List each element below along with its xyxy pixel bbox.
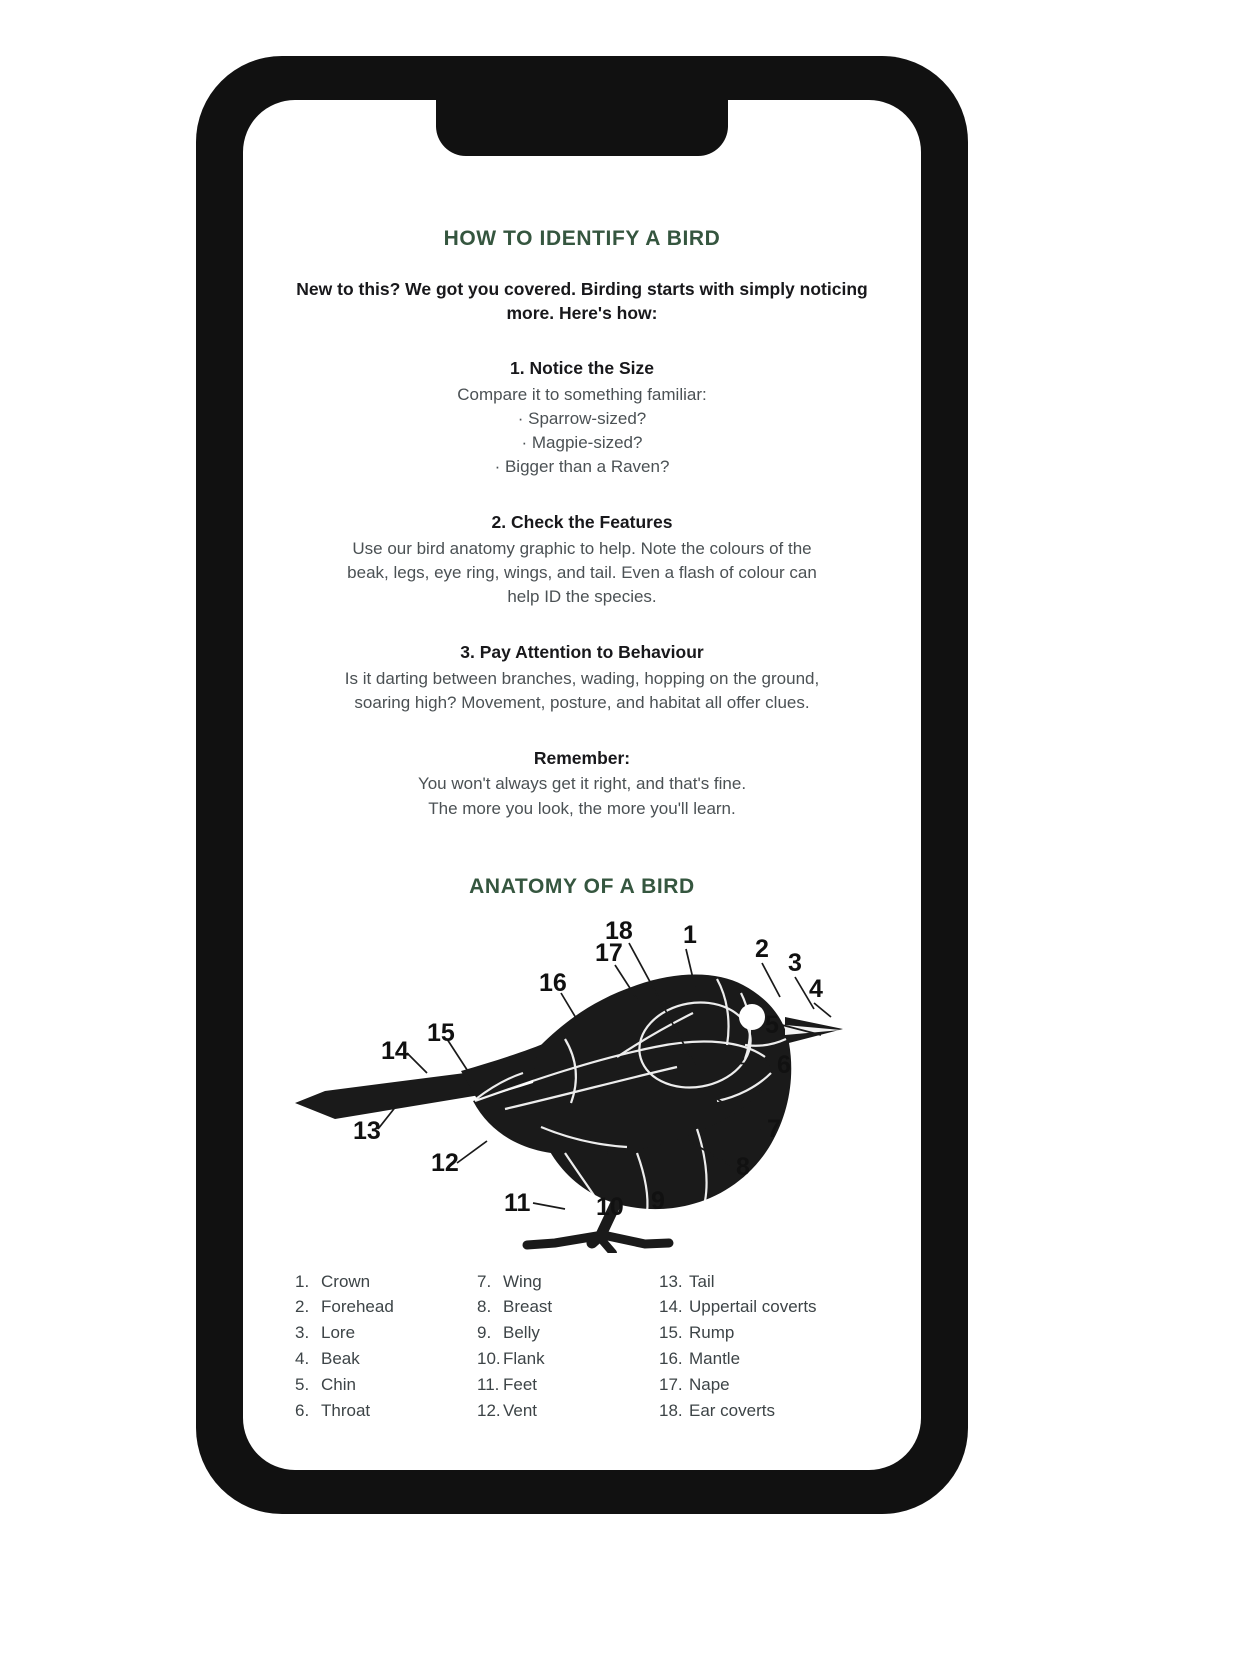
callout-11: 11 [504,1188,531,1217]
step-pay-attention-to-behaviour [267,640,897,715]
step-line: · Magpie-sized? [521,433,643,452]
step-line: Is it darting between branches, wading, hopping on the ground, [344,668,820,688]
callout-15: 15 [427,1018,455,1047]
callout-14: 14 [381,1036,409,1065]
legend-label: Chin [321,1374,356,1394]
legend-item [295,1320,477,1346]
legend-label: Rump [689,1323,735,1343]
legend-item [295,1398,477,1424]
legend-label: Forehead [321,1297,394,1317]
legend-number: 6. [295,1400,310,1420]
legend-number: 4. [295,1349,310,1369]
intro-paragraph: New to this? We got you covered. Birding starts with simply noticing more. Here's how: [296,279,868,323]
legend-number: 1. [295,1271,310,1291]
legend-label: Feet [503,1374,538,1394]
step-remember [267,746,897,821]
page-content [243,100,921,1470]
legend-item [295,1346,477,1372]
callout-18: 18 [605,916,633,945]
phone-notch [436,100,728,156]
callout-16: 16 [539,968,567,997]
step-line: The more you look, the more you'll learn. [428,798,736,818]
step-line: · Sparrow-sized? [517,408,647,428]
legend-item [295,1269,477,1295]
callout-12: 12 [431,1148,459,1177]
legend-number: 8. [477,1297,492,1317]
legend-label: Mantle [689,1349,741,1369]
callout-3: 3 [788,948,802,977]
callout-2: 2 [755,934,769,963]
legend-number: 10. [477,1349,501,1369]
callout-1: 1 [683,920,697,949]
step-notice-the-size [267,356,897,479]
legend-number: 17. [659,1374,683,1394]
legend-number: 11. [477,1374,500,1394]
legend-number: 3. [295,1323,310,1343]
legend-label: Lore [321,1323,356,1343]
callout-9: 9 [651,1186,665,1215]
step-title: Remember: [533,747,631,768]
callout-10: 10 [596,1192,624,1221]
legend-item [659,1398,879,1424]
legend-item [477,1346,659,1372]
callout-5: 5 [765,1010,779,1039]
phone-frame [196,56,968,1514]
legend-item [477,1372,659,1398]
anatomy-legend [267,1269,897,1424]
callout-8: 8 [736,1152,750,1181]
legend-column-1 [295,1269,477,1424]
phone-screen [243,100,921,1470]
step-body [267,383,897,480]
step-line: beak, legs, eye ring, wings, and tail. Even a flash of colour can [347,562,817,582]
legend-label: Beak [321,1349,360,1369]
legend-label: Flank [503,1349,545,1369]
callout-6: 6 [777,1050,791,1079]
step-line: You won't always get it right, and that's fine. [417,774,747,794]
step-check-the-features [267,510,897,609]
legend-label: Belly [503,1323,540,1343]
legend-column-2 [477,1269,659,1424]
legend-label: Wing [503,1271,542,1291]
page-title: HOW TO IDENTIFY A BIRD [443,227,721,250]
legend-number: 5. [295,1374,310,1394]
legend-item [477,1398,659,1424]
legend-number: 15. [659,1323,683,1343]
legend-column-3 [659,1269,879,1424]
callout-17: 17 [595,938,623,967]
legend-number: 18. [659,1400,683,1420]
legend-label: Ear coverts [689,1400,775,1420]
step-title: 2. Check the Features [491,512,673,533]
step-line: help ID the species. [507,587,657,606]
legend-label: Throat [321,1400,371,1420]
bird-anatomy-diagram [265,913,895,1253]
legend-label: Vent [503,1400,538,1420]
step-line: · Bigger than a Raven? [494,457,670,477]
legend-item [659,1269,879,1295]
legend-number: 16. [659,1349,683,1369]
step-body [267,667,897,715]
legend-number: 13. [659,1271,683,1291]
callout-4: 4 [809,974,823,1003]
step-line: soaring high? Movement, posture, and habitat all offer clues. [354,692,810,712]
legend-label: Breast [503,1297,553,1317]
legend-item [659,1320,879,1346]
legend-number: 14. [659,1297,683,1317]
legend-number: 2. [295,1297,310,1317]
callout-7: 7 [767,1114,781,1143]
legend-item [659,1294,879,1320]
step-body [267,537,897,609]
legend-item [295,1372,477,1398]
step-line: Compare it to something familiar: [457,384,707,404]
callout-13: 13 [353,1116,381,1145]
legend-number: 12. [477,1400,501,1420]
step-line: Use our bird anatomy graphic to help. Note the colours of the [352,538,812,558]
legend-item [477,1320,659,1346]
bird-silhouette-icon [295,974,843,1253]
legend-item [295,1294,477,1320]
legend-label: Uppertail coverts [689,1297,817,1317]
legend-label: Crown [321,1271,371,1291]
step-title: 3. Pay Attention to Behaviour [460,642,704,663]
legend-label: Tail [689,1271,715,1291]
legend-item [477,1269,659,1295]
legend-item [477,1294,659,1320]
legend-item [659,1346,879,1372]
anatomy-section-title: ANATOMY OF A BIRD [469,874,695,898]
step-body [267,772,897,820]
legend-number: 9. [477,1323,492,1343]
legend-label: Nape [689,1374,730,1394]
legend-item [659,1372,879,1398]
step-title: 1. Notice the Size [510,358,654,379]
legend-number: 7. [477,1271,492,1291]
